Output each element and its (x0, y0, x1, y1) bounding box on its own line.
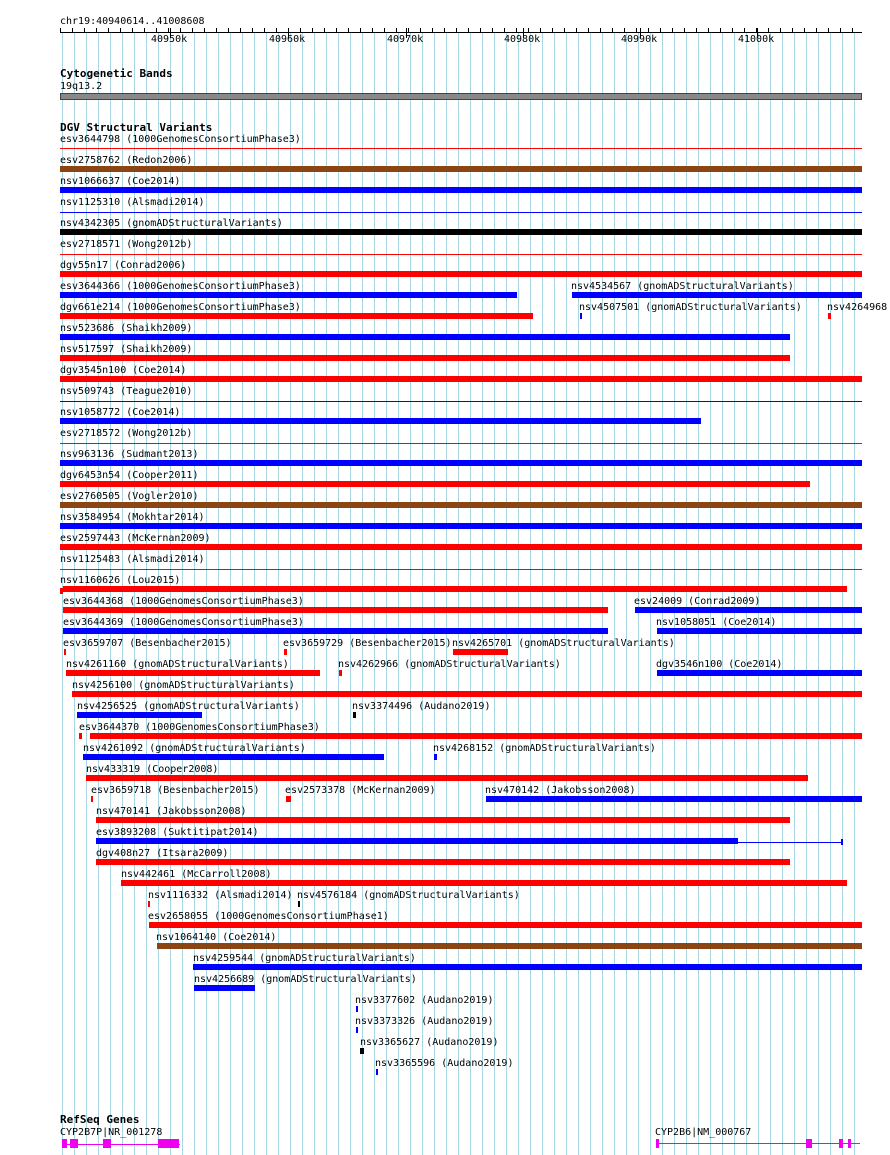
variant-label[interactable]: esv3644366 (1000GenomesConsortiumPhase3) (60, 281, 301, 292)
grid-line (362, 32, 363, 1155)
ruler-minor-tick (312, 28, 313, 33)
grid-line (842, 32, 843, 1155)
cytoband-track-title: Cytogenetic Bands (60, 67, 173, 80)
variant-label[interactable]: esv2718572 (Wong2012b) (60, 428, 193, 439)
ruler-minor-tick (744, 28, 745, 33)
variant-bar[interactable] (657, 670, 862, 676)
variant-label[interactable]: nsv4265701 (gnomADStructuralVariants) (452, 638, 675, 649)
variant-label[interactable]: nsv4256525 (gnomADStructuralVariants) (77, 701, 300, 712)
ruler-minor-tick (84, 28, 85, 33)
variant-label[interactable]: nsv3373326 (Audano2019) (355, 1016, 494, 1027)
ruler-minor-tick (324, 28, 325, 33)
variant-label[interactable]: nsv4256689 (gnomADStructuralVariants) (194, 974, 417, 985)
variant-bar[interactable] (360, 1048, 364, 1054)
ruler-minor-tick (552, 28, 553, 33)
grid-line (326, 32, 327, 1155)
variant-bar[interactable] (148, 901, 150, 907)
ruler-minor-tick (276, 28, 277, 33)
grid-line (386, 32, 387, 1155)
ruler-minor-tick (300, 28, 301, 33)
variant-bar[interactable] (284, 649, 287, 655)
variant-label[interactable]: nsv1125483 (Alsmadi2014) (60, 554, 205, 565)
ruler-minor-tick (828, 28, 829, 33)
variant-line[interactable] (60, 401, 862, 402)
ruler-minor-tick (456, 28, 457, 33)
ruler-minor-tick (240, 28, 241, 33)
ruler-minor-tick (576, 28, 577, 33)
ruler-minor-tick (360, 28, 361, 33)
variant-line[interactable] (60, 212, 862, 213)
ruler-minor-tick (216, 28, 217, 33)
variant-bar[interactable] (77, 712, 202, 718)
ruler-minor-tick (816, 28, 817, 33)
grid-line (686, 32, 687, 1155)
ruler-minor-tick (228, 28, 229, 33)
variant-bar[interactable] (60, 187, 862, 193)
variant-label[interactable]: nsv470142 (Jakobsson2008) (485, 785, 636, 796)
grid-line (602, 32, 603, 1155)
variant-label[interactable]: nsv4342305 (gnomADStructuralVariants) (60, 218, 283, 229)
gene-label[interactable]: CYP2B6|NM_000767 (655, 1127, 752, 1138)
variant-label[interactable]: dgv3546n100 (Coe2014) (656, 659, 783, 670)
ruler-minor-tick (132, 28, 133, 33)
ruler-minor-tick (108, 28, 109, 33)
variant-bar[interactable] (298, 901, 300, 907)
variant-bar[interactable] (121, 880, 847, 886)
variant-bar[interactable] (486, 796, 862, 802)
grid-line (374, 32, 375, 1155)
grid-line (674, 32, 675, 1155)
grid-line (434, 32, 435, 1155)
variant-start-mark (60, 588, 63, 594)
variant-line[interactable] (60, 254, 862, 255)
ruler-minor-tick (588, 28, 589, 33)
variant-bar[interactable] (356, 1006, 358, 1012)
variant-line[interactable] (60, 569, 862, 570)
variant-label[interactable]: nsv4576184 (gnomADStructuralVariants) (297, 890, 520, 901)
variant-label[interactable]: esv3659718 (Besenbacher2015) (91, 785, 260, 796)
variant-label[interactable]: esv2658055 (1000GenomesConsortiumPhase1) (148, 911, 389, 922)
variant-bar[interactable] (96, 817, 790, 823)
variant-bar[interactable] (60, 292, 517, 298)
variant-bar[interactable] (90, 733, 862, 739)
variant-bar[interactable] (60, 166, 862, 172)
variant-bar[interactable] (64, 649, 66, 655)
ruler-minor-tick (804, 28, 805, 33)
grid-line (794, 32, 795, 1155)
gene-exon[interactable] (103, 1139, 111, 1148)
grid-line (314, 32, 315, 1155)
ruler-minor-tick (336, 28, 337, 33)
dgv-track-title: DGV Structural Variants (60, 121, 213, 134)
variant-label[interactable]: esv2718571 (Wong2012b) (60, 239, 193, 250)
variant-label[interactable]: nsv4262966 (gnomADStructuralVariants) (338, 659, 561, 670)
variant-label[interactable]: nsv3374496 (Audano2019) (352, 701, 491, 712)
variant-bar[interactable] (66, 670, 320, 676)
variant-label[interactable]: nsv1116332 (Alsmadi2014) (148, 890, 293, 901)
variant-label[interactable]: nsv1058772 (Coe2014) (60, 407, 181, 418)
ruler-minor-tick (516, 28, 517, 33)
variant-label[interactable]: nsv433319 (Cooper2008) (86, 764, 219, 775)
variant-bar[interactable] (60, 229, 862, 235)
grid-line (770, 32, 771, 1155)
ruler-minor-tick (636, 28, 637, 33)
variant-bar[interactable] (286, 796, 291, 802)
variant-label[interactable]: nsv1066637 (Coe2014) (60, 176, 181, 187)
ruler-minor-tick (444, 28, 445, 33)
grid-line (506, 32, 507, 1155)
variant-bar[interactable] (635, 607, 862, 613)
ruler-minor-tick (264, 28, 265, 33)
gene-exon[interactable] (656, 1139, 659, 1148)
variant-label[interactable]: nsv1064140 (Coe2014) (156, 932, 277, 943)
grid-line (614, 32, 615, 1155)
grid-line (782, 32, 783, 1155)
variant-bar[interactable] (72, 691, 862, 697)
variant-bar[interactable] (83, 754, 384, 760)
grid-line (338, 32, 339, 1155)
grid-line (830, 32, 831, 1155)
variant-label[interactable]: nsv3584954 (Mokhtar2014) (60, 512, 205, 523)
variant-bar[interactable] (60, 355, 790, 361)
grid-line (482, 32, 483, 1155)
grid-line (290, 32, 291, 1155)
variant-label[interactable]: esv24009 (Conrad2009) (634, 596, 761, 607)
ruler-minor-tick (780, 28, 781, 33)
position-label: chr19:40940614..41008608 (60, 16, 205, 27)
ruler-tick-label: 40970k (387, 34, 424, 45)
variant-label[interactable]: esv3644369 (1000GenomesConsortiumPhase3) (63, 617, 304, 628)
ruler-minor-tick (612, 28, 613, 33)
ruler-minor-tick (528, 28, 529, 33)
variant-label[interactable]: dgv3545n100 (Coe2014) (60, 365, 187, 376)
gene-exon[interactable] (839, 1139, 843, 1148)
ruler-minor-tick (672, 28, 673, 33)
variant-label[interactable]: nsv517597 (Shaikh2009) (60, 344, 193, 355)
variant-label[interactable]: dgv55n17 (Conrad2006) (60, 260, 187, 271)
variant-bar[interactable] (60, 544, 862, 550)
grid-line (266, 32, 267, 1155)
variant-label[interactable]: nsv470141 (Jakobsson2008) (96, 806, 247, 817)
ruler-minor-tick (792, 28, 793, 33)
gene-exon[interactable] (62, 1139, 67, 1148)
variant-label[interactable]: nsv4261092 (gnomADStructuralVariants) (83, 743, 306, 754)
grid-line (458, 32, 459, 1155)
ruler-minor-tick (396, 28, 397, 33)
variant-label[interactable]: nsv3365627 (Audano2019) (360, 1037, 499, 1048)
ruler-minor-tick (192, 28, 193, 33)
variant-bar[interactable] (572, 292, 862, 298)
grid-line (590, 32, 591, 1155)
ruler-minor-tick (768, 28, 769, 33)
variant-label[interactable]: nsv4268152 (gnomADStructuralVariants) (433, 743, 656, 754)
grid-line (530, 32, 531, 1155)
grid-line (818, 32, 819, 1155)
variant-label[interactable]: nsv1125310 (Alsmadi2014) (60, 197, 205, 208)
variant-label[interactable]: esv2573378 (McKernan2009) (285, 785, 436, 796)
variant-bar[interactable] (453, 649, 508, 655)
variant-bar[interactable] (149, 922, 862, 928)
variant-label[interactable]: nsv1058051 (Coe2014) (656, 617, 777, 628)
ruler-minor-tick (840, 28, 841, 33)
cytoband-bar[interactable] (60, 93, 862, 100)
ruler-minor-tick (144, 28, 145, 33)
variant-label[interactable]: dgv6453n54 (Cooper2011) (60, 470, 199, 481)
variant-bar[interactable] (657, 628, 862, 634)
variant-bar[interactable] (96, 859, 790, 865)
variant-end-mark (841, 839, 843, 845)
variant-label[interactable]: nsv4534567 (gnomADStructuralVariants) (571, 281, 794, 292)
ruler-tick-label: 40980k (504, 34, 541, 45)
ruler-minor-tick (96, 28, 97, 33)
variant-label[interactable]: nsv1160626 (Lou2015) (60, 575, 181, 586)
variant-label[interactable]: nsv4264968 (827, 302, 888, 313)
variant-line[interactable] (60, 148, 862, 149)
grid-line (566, 32, 567, 1155)
grid-line (518, 32, 519, 1155)
ruler-minor-tick (252, 28, 253, 33)
variant-bar[interactable] (60, 271, 862, 277)
variant-label[interactable]: nsv3377602 (Audano2019) (355, 995, 494, 1006)
ruler-minor-tick (72, 28, 73, 33)
ruler-minor-tick (156, 28, 157, 33)
grid-line (734, 32, 735, 1155)
variant-label[interactable]: esv3644368 (1000GenomesConsortiumPhase3) (63, 596, 304, 607)
ruler-minor-tick (720, 28, 721, 33)
variant-label[interactable]: nsv4256100 (gnomADStructuralVariants) (72, 680, 295, 691)
grid-line (554, 32, 555, 1155)
ruler-tick-label: 40950k (151, 34, 188, 45)
variant-bar[interactable] (63, 607, 608, 613)
ruler-minor-tick (660, 28, 661, 33)
grid-line (710, 32, 711, 1155)
variant-bar[interactable] (60, 313, 533, 319)
grid-line (494, 32, 495, 1155)
variant-bar[interactable] (157, 943, 862, 949)
grid-line (854, 32, 855, 1155)
ruler-minor-tick (684, 28, 685, 33)
grid-line (470, 32, 471, 1155)
variant-bar[interactable] (96, 838, 738, 844)
variant-label[interactable]: esv3659729 (Besenbacher2015) (283, 638, 452, 649)
ruler-minor-tick (180, 28, 181, 33)
variant-label[interactable]: nsv963136 (Sudmant2013) (60, 449, 199, 460)
grid-line (302, 32, 303, 1155)
variant-bar[interactable] (434, 754, 437, 760)
grid-line (806, 32, 807, 1155)
ruler-minor-tick (468, 28, 469, 33)
variant-extension-line (738, 842, 842, 843)
variant-label[interactable]: esv2758762 (Redon2006) (60, 155, 193, 166)
variant-bar[interactable] (60, 460, 862, 466)
variant-label[interactable]: nsv509743 (Teague2010) (60, 386, 193, 397)
variant-label[interactable]: esv2597443 (McKernan2009) (60, 533, 211, 544)
variant-bar[interactable] (63, 628, 608, 634)
variant-bar[interactable] (60, 502, 862, 508)
variant-bar[interactable] (60, 334, 790, 340)
ruler-minor-tick (168, 28, 169, 33)
variant-label[interactable]: dgv661e214 (1000GenomesConsortiumPhase3) (60, 302, 301, 313)
variant-label[interactable]: nsv4507501 (gnomADStructuralVariants) (579, 302, 802, 313)
variant-label[interactable]: nsv3365596 (Audano2019) (375, 1058, 514, 1069)
variant-label[interactable]: esv3659707 (Besenbacher2015) (63, 638, 232, 649)
variant-bar[interactable] (86, 775, 808, 781)
grid-line (722, 32, 723, 1155)
grid-line (542, 32, 543, 1155)
ruler-minor-tick (600, 28, 601, 33)
refseq-track-title: RefSeq Genes (60, 1113, 140, 1126)
variant-bar[interactable] (91, 796, 93, 802)
ruler-tick-label: 41000k (738, 34, 775, 45)
variant-label[interactable]: esv2760505 (Vogler2010) (60, 491, 199, 502)
grid-line (638, 32, 639, 1155)
variant-label[interactable]: esv3644370 (1000GenomesConsortiumPhase3) (79, 722, 320, 733)
ruler-minor-tick (432, 28, 433, 33)
ruler-minor-tick (204, 28, 205, 33)
variant-bar[interactable] (60, 418, 701, 424)
gene-exon[interactable] (806, 1139, 812, 1148)
ruler-minor-tick (648, 28, 649, 33)
variant-bar[interactable] (376, 1069, 378, 1075)
grid-line (698, 32, 699, 1155)
grid-line (578, 32, 579, 1155)
ruler-minor-tick (852, 28, 853, 33)
variant-bar[interactable] (828, 313, 831, 319)
grid-line (398, 32, 399, 1155)
ruler-minor-tick (372, 28, 373, 33)
variant-label[interactable]: esv3893208 (Suktitipat2014) (96, 827, 259, 838)
cytoband-label: 19q13.2 (60, 81, 103, 92)
grid-line (446, 32, 447, 1155)
variant-label[interactable]: nsv4259544 (gnomADStructuralVariants) (193, 953, 416, 964)
ruler-minor-tick (504, 28, 505, 33)
variant-bar[interactable] (580, 313, 582, 319)
ruler-minor-tick (408, 28, 409, 33)
ruler-minor-tick (480, 28, 481, 33)
variant-label[interactable]: dgv408n27 (Itsara2009) (96, 848, 229, 859)
variant-bar[interactable] (60, 376, 862, 382)
variant-bar[interactable] (353, 712, 356, 718)
ruler-minor-tick (696, 28, 697, 33)
ruler-minor-tick (624, 28, 625, 33)
variant-start-mark (79, 733, 82, 739)
ruler-minor-tick (492, 28, 493, 33)
grid-line (422, 32, 423, 1155)
ruler-minor-tick (384, 28, 385, 33)
variant-bar[interactable] (356, 1027, 358, 1033)
grid-line (410, 32, 411, 1155)
ruler-minor-tick (120, 28, 121, 33)
variant-bar[interactable] (193, 964, 862, 970)
gene-intron-line (656, 1143, 860, 1144)
variant-label[interactable]: esv3644798 (1000GenomesConsortiumPhase3) (60, 134, 301, 145)
grid-line (626, 32, 627, 1155)
ruler-minor-tick (708, 28, 709, 33)
variant-bar[interactable] (60, 481, 810, 487)
ruler-minor-tick (60, 28, 61, 33)
variant-bar[interactable] (194, 985, 255, 991)
ruler-tick-label: 40990k (621, 34, 658, 45)
grid-line (662, 32, 663, 1155)
variant-label[interactable]: nsv442461 (McCarroll2008) (121, 869, 272, 880)
variant-bar[interactable] (60, 523, 862, 529)
variant-label[interactable]: nsv523686 (Shaikh2009) (60, 323, 193, 334)
grid-line (350, 32, 351, 1155)
grid-line (278, 32, 279, 1155)
ruler-minor-tick (420, 28, 421, 33)
grid-line (650, 32, 651, 1155)
variant-bar[interactable] (63, 586, 847, 592)
grid-line (758, 32, 759, 1155)
variant-label[interactable]: nsv4261160 (gnomADStructuralVariants) (66, 659, 289, 670)
gene-exon[interactable] (70, 1139, 78, 1148)
ruler-minor-tick (348, 28, 349, 33)
ruler-minor-tick (564, 28, 565, 33)
gene-exon[interactable] (848, 1139, 851, 1148)
ruler-tick-label: 40960k (269, 34, 306, 45)
ruler-minor-tick (732, 28, 733, 33)
gene-exon[interactable] (158, 1139, 179, 1148)
gene-label[interactable]: CYP2B7P|NR_001278 (60, 1127, 163, 1138)
grid-line (746, 32, 747, 1155)
variant-bar[interactable] (339, 670, 342, 676)
variant-line[interactable] (60, 443, 862, 444)
ruler-minor-tick (540, 28, 541, 33)
